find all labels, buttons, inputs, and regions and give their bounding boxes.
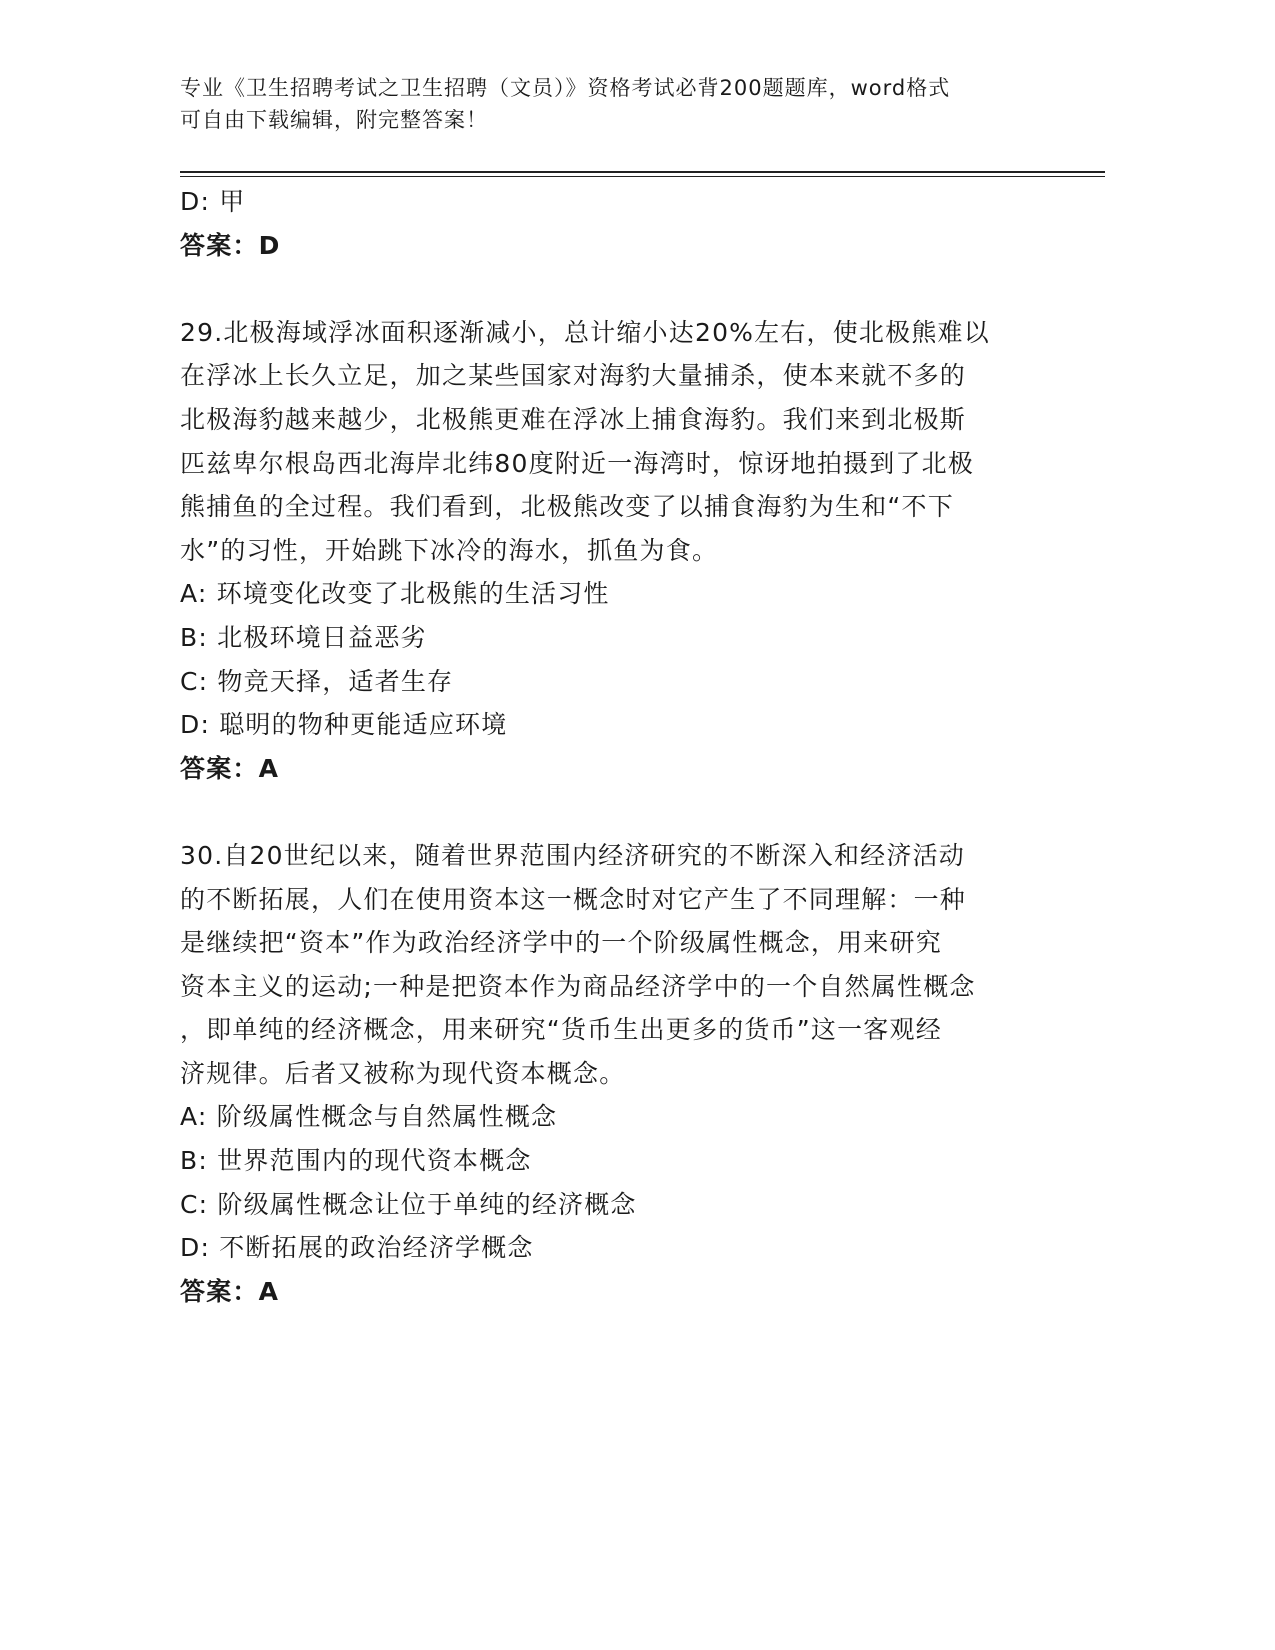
question-30	[180, 834, 1030, 1314]
question-30-stem-line: ，即单纯的经济概念，用来研究“货币生出更多的货币”这一客观经	[180, 1015, 942, 1045]
prev-question-answer: 答案：D	[180, 230, 281, 260]
question-30-answer: 答案：A	[180, 1276, 280, 1306]
question-spacer	[180, 267, 1030, 311]
question-29	[180, 311, 1030, 791]
document-header	[180, 72, 1060, 136]
question-29-stem-line: 匹兹卑尔根岛西北海岸北纬80度附近一海湾时，惊讶地拍摄到了北极	[180, 448, 975, 478]
question-29-option-b: B: 北极环境日益恶劣	[180, 622, 427, 652]
question-30-stem-line: 30.自20世纪以来，随着世界范围内经济研究的不断深入和经济活动	[180, 840, 965, 870]
header-divider-thick	[180, 171, 1105, 173]
question-30-stem-line: 资本主义的运动;一种是把资本作为商品经济学中的一个自然属性概念	[180, 971, 976, 1001]
question-29-stem-line: 在浮冰上长久立足，加之某些国家对海豹大量捕杀，使本来就不多的	[180, 361, 967, 391]
question-29-stem-line: 水”的习性，开始跳下冰冷的海水，抓鱼为食。	[180, 535, 719, 565]
question-29-stem-line: 熊捕鱼的全过程。我们看到，北极熊改变了以捕食海豹为生和“不下	[180, 492, 954, 522]
prev-question-option-d: D: 甲	[180, 187, 246, 216]
question-29-option-a: A: 环境变化改变了北极熊的生活习性	[180, 579, 610, 609]
question-30-option-a: A: 阶级属性概念与自然属性概念	[180, 1102, 558, 1132]
question-29-stem-line: 29.北极海域浮冰面积逐渐减小，总计缩小达20%左右，使北极熊难以	[180, 317, 990, 347]
header-title-line-2: 可自由下载编辑，附完整答案！	[180, 108, 488, 132]
question-30-stem-line: 是继续把“资本”作为政治经济学中的一个阶级属性概念，用来研究	[180, 928, 942, 958]
question-29-answer: 答案：A	[180, 753, 280, 783]
header-title-line-1: 专业《卫生招聘考试之卫生招聘（文员）》资格考试必背200题题库，word格式	[180, 76, 951, 100]
header-divider-thin	[180, 176, 1105, 177]
question-30-option-c: C: 阶级属性概念让位于单纯的经济概念	[180, 1189, 637, 1219]
question-29-option-d: D: 聪明的物种更能适应环境	[180, 710, 508, 740]
question-30-stem-line: 的不断拓展，人们在使用资本这一概念时对它产生了不同理解：一种	[180, 884, 967, 914]
question-30-option-b: B: 世界范围内的现代资本概念	[180, 1146, 532, 1176]
question-30-stem-line: 济规律。后者又被称为现代资本概念。	[180, 1058, 626, 1088]
question-29-stem-line: 北极海豹越来越少，北极熊更难在浮冰上捕食海豹。我们来到北极斯	[180, 404, 967, 434]
question-content	[180, 180, 1030, 1313]
question-spacer	[180, 790, 1030, 834]
question-30-option-d: D: 不断拓展的政治经济学概念	[180, 1233, 534, 1263]
question-29-option-c: C: 物竞天择，适者生存	[180, 666, 454, 696]
